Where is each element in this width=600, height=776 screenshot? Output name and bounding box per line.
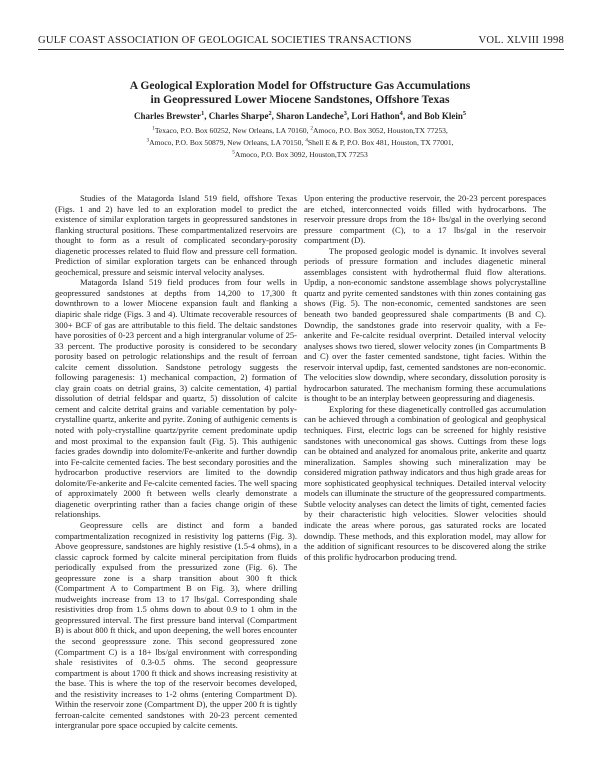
paragraph: Upon entering the productive reservoir, the 20-23 percent porespaces are etched, interconnected voids filled with hydrocarbons. The reservoir pressure drops from the 18+ lbs/gal in the overlying second pressure compartment (C), to a 17 lbs/gal in the reservoir compartment (D). xyxy=(304,193,546,246)
author: and Bob Klein xyxy=(407,111,463,121)
author-sup: 3 xyxy=(343,110,347,117)
affiliation: Shell E & P, P.O. Box 481, Houston, TX 77001, xyxy=(307,138,454,147)
body-column-right xyxy=(304,193,546,562)
paragraph: Matagorda Island 519 field produces from four wells in geopressured sandstones at depths from 14,200 to 17,300 ft downthrown to a lower Miocene expansion fault and flanking a diapiric shale ridge (Figs. 3 and 4). Ultimate recoverable resources of 300+ BCF of gas are attributable to this field. The deltaic sandstones have porosities of 0-23 percent and a high intergranular volume of 25-33 percent. The productive porosity is considered to be secondary porosity based on petrologic relationships and the result of ferroan calcite cement dissolution. Sandstone petrology suggests the following paragenesis: 1) mechanical compaction, 2) formation of clay grain coats on detrial grains, 3) calcite cementation, 4) partial dissolution of detrial feldspar and quartz, 5) dissolution of calcite cement and calcite detrital grains and variable cementation by poly-crystalline quartz, ankerite and pyrite. Zoning of authigenic cements is noted with poly-crystalline quartz/pyrite cement predominate updip and most proximal to the expansion fault (Fig. 5). This authigenic facies grades downdip into dolomite/Fe-ankerite and further downdip into Fe-calcite cemented facies. The best secondary porosities and the hydrocarbon productive reserviors are limited to the downdip dolomite/Fe-ankerite and Fe-calcite cemented facies. The well spacing of approximately 2000 ft between wells clearly demonstrate a diagenetic overprinting rather than a facies change origin of these relationships. xyxy=(55,277,297,520)
author-sup: 5 xyxy=(462,110,467,117)
author: Charles Sharpe xyxy=(208,111,269,121)
affiliations xyxy=(0,125,600,161)
author: Charles Brewster xyxy=(133,111,202,121)
journal-name: GULF COAST ASSOCIATION OF GEOLOGICAL SOCIETIES TRANSACTIONS xyxy=(38,35,412,46)
volume-year: VOL. XLVIII 1998 xyxy=(478,35,564,46)
author: Lori Hathon xyxy=(351,111,400,121)
running-header xyxy=(38,35,564,50)
affil-sup: 5 xyxy=(232,149,235,156)
author-sup: 1 xyxy=(201,110,205,117)
paragraph: Exploring for these diagenetically controlled gas accumulation can be achieved through a combination of geological and geophysical techniques. First, electric logs can be screened for highly resistive sandstones with uneconomical gas shows. Cuttings from these logs can be obtained and analyzed for anomalous prite, ankerite and quartz mineralization. Samples showing such mineralization may be considered migration pathway indicators and thus high grade areas for more sophisticated geophysical techniques. Detailed interval velocity models can illuminate the structure of the geopressured compartments. Subtle velocity analyses can detect the limits of tight, cemented facies by their characteristic high velocities. Slower velocities should indicate the areas where porous, gas saturated rocks are located downdip. These methods, and this exploration model, may allow for the addition of significant resources to be discovered along the strike of this prolific hydrocarbon producing trend. xyxy=(304,403,546,562)
paragraph: Geopressure cells are distinct and form a banded compartmentalization recognized in resistivity log patterns (Fig. 3). Above geopressure, sandstones are highly resistive (1.5-4 ohms), in a classic caprock formed by calcite mineral percipitation from fluids periodically expulsed from the pressurized zone (Fig. 6). The geopressure zone is a sharp transition about 300 ft thick (Compartment A to Compartment B on Fig. 3), where drilling mudweights increase from 13 to 17 lbs/gal. Corresponding shale resistivities drop from 1.5 ohms down to about 0.9 to 1 ohm in the geopressured interval. The first pressure band interval (Compartment B) is about 800 ft thick, and upon deepening, the well bores encounter the second geopresssure zone. This second geopressured zone (Compartment C) is a 18+ lbs/gal environment with corresponding shale resistivites of 0.3-0.5 ohms. The second geopressure compartment is about 1700 ft thick and shows increasing resistivity at the base. This is where the top of the reservoir becomes developed, and the resistivity increases to 1-2 ohms (entering Compartment D). Within the reservoir zone (Compartment D), the upper 200 ft is tightly ferroan-calcite cemented sandstones with 20-23 percent cemented intergranular pore space occupied by calcite cements. xyxy=(55,519,297,731)
affil-sup: 1 xyxy=(152,125,155,132)
affiliation: Amoco, P.O. Box 3092, Houston,TX 77253 xyxy=(234,150,368,159)
paragraph: Studies of the Matagorda Island 519 field, offshore Texas (Figs. 1 and 2) have led to an exploration model to predict the existence of similar exploration targets in geopressured sandstones in flanking structural positions. These compartmentalized reservoirs are thought to form as a result of complicated secondary-porosity diagenetic processes related to fluid flow and pressure cell formation. Prediction of similar exploration targets can be enhanced through geochemical, pressure and seismic interval velocity analyses. xyxy=(55,193,297,277)
affil-sup: 4 xyxy=(305,137,308,144)
author: Sharon Landeche xyxy=(276,111,344,121)
title-line-1: A Geological Exploration Model for Offstructure Gas Accumulations xyxy=(129,79,471,92)
author-sup: 4 xyxy=(399,110,403,117)
paper-title xyxy=(0,79,600,106)
title-line-2: in Geopressured Lower Miocene Sandstones, Offshore Texas xyxy=(150,92,450,106)
affil-sup: 3 xyxy=(146,137,150,144)
affiliation: Texaco, P.O. Box 60252, New Orleans, LA 70160, xyxy=(154,126,311,135)
paragraph: The proposed geologic model is dynamic. It involves several periods of pressure formation and includes diagenetic mineral assemblages consistent with hydrothermal fluid flow alterations. Updip, a non-economic sandstone assemblage shows polycrystalline quartz and pyrite cemented sandstones with thin zones containing gas shows (Fig. 5). The non-economic, cemented sandstones are seen beneath two banded geopressured shale compartments (B and C). Downdip, the sandstones grade into reservoir quality, with a Fe-ankerite and Fe-calcite residual overprint. Detailed interval velocity analyses shows two tiered, slower velocity zones (in Compartments B and C) over the faster cemented sandstone, tight facies. Within the reservoir interval updip, fast, cemented sandstones are non-economic. The velocities slow downdip, where secondary, dissolution porosity is hydrocarbon saturated. The mechanism forming these accumulations is thought to be an interplay between geopressuring and diagenesis. xyxy=(304,245,546,404)
affil-sup: 2 xyxy=(310,125,314,132)
author-list: Charles Brewster$^1$, Charles Sharpe$^2$, Sharon Landeche$^3$, Lori Hathon$^4$, and Bob Klein$^5$ xyxy=(133,110,467,121)
author-sup: 2 xyxy=(268,110,272,117)
affiliation: Amoco, P.O. Box 3052, Houston,TX 77253, xyxy=(313,126,448,135)
body-column-left xyxy=(55,193,297,731)
affiliation: Amoco, P.O. Box 50879, New Orleans, LA 70150, xyxy=(149,138,306,147)
